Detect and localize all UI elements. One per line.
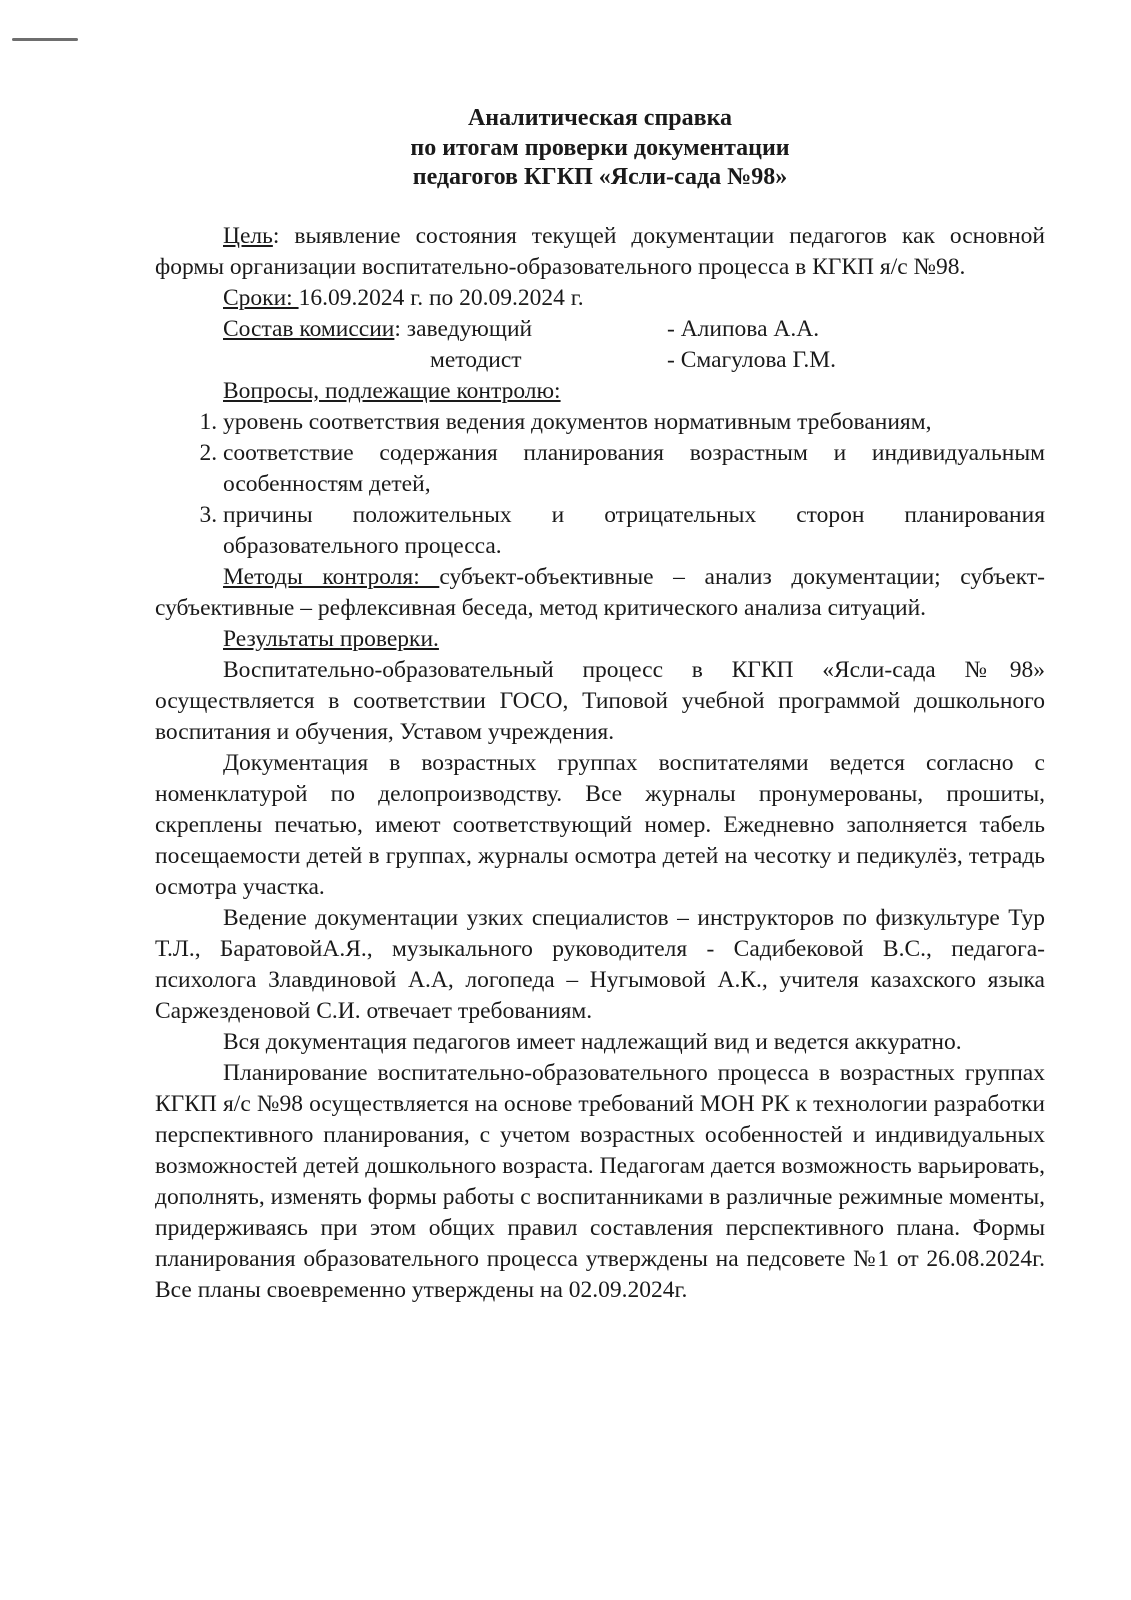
commission-role-1: : заведующий bbox=[394, 315, 533, 342]
commission-name-1: - Алипова А.А. bbox=[667, 315, 820, 342]
commission-role-2: методист bbox=[430, 346, 522, 373]
terms-label: Сроки: bbox=[223, 284, 299, 311]
goal-label: Цель bbox=[223, 222, 273, 249]
terms-text: 16.09.2024 г. по 20.09.2024 г. bbox=[298, 284, 584, 311]
questions-list bbox=[155, 407, 1045, 562]
commission-name-2: - Смагулова Г.М. bbox=[667, 346, 837, 373]
commission-block bbox=[155, 314, 1045, 376]
methods-text: субъект-объективные – анализ документации; субъект-субъективные – рефлексивная беседа, метод критического анализа ситуаций. bbox=[155, 563, 1045, 621]
commission-label: Состав комиссии bbox=[223, 315, 395, 342]
results-paragraph-3: Ведение документации узких специалистов – инструкторов по физкультуре Тур Т.Л., БаратовойА.Я., музыкального руководителя - Садибековой В.С., педагога-психолога Злавдиновой А.А, логопеда – Нугымовой А.К., учителя казахского языка Саржезденовой С.И. отвечает требованиям. bbox=[155, 904, 1045, 1024]
terms-line bbox=[155, 283, 1045, 314]
document-title bbox=[155, 104, 1045, 193]
questions-label: Вопросы, подлежащие контролю: bbox=[223, 377, 561, 404]
document-page bbox=[155, 104, 1045, 1306]
methods-paragraph bbox=[155, 562, 1045, 624]
list-item: 2. соответствие содержания планирования возрастным и индивидуальным особенностям детей, bbox=[223, 438, 1045, 500]
title-line-1: Аналитическая справка bbox=[467, 105, 733, 131]
results-heading bbox=[155, 624, 1045, 655]
questions-heading bbox=[155, 376, 1045, 407]
goal-text: : выявление состояния текущей документации педагогов как основной формы организации воспитательно-образовательного процесса в КГКП я/с №98. bbox=[155, 222, 1045, 280]
list-item: 1. уровень соответствия ведения документов нормативным требованиям, bbox=[223, 407, 1045, 438]
methods-label: Методы контроля: bbox=[223, 563, 440, 590]
commission-row-1 bbox=[223, 314, 532, 345]
title-line-3: педагогов КГКП «Ясли-сада №98» bbox=[412, 164, 788, 190]
results-paragraph-4: Вся документация педагогов имеет надлежащий вид и ведется аккуратно. bbox=[223, 1028, 962, 1055]
results-paragraph-2: Документация в возрастных группах воспитателями ведется согласно с номенклатурой по делопроизводству. Все журналы пронумерованы, прошиты, скреплены печатью, имеют соответствующий номер. Ежедневно заполняется табель посещаемости детей в группах, журналы осмотра детей на чесотку и педикулёз, тетрадь осмотра участка. bbox=[155, 749, 1045, 900]
goal-paragraph bbox=[155, 221, 1045, 283]
results-paragraph-5: Планирование воспитательно-образовательного процесса в возрастных группах КГКП я/с №98 осуществляется на основе требований МОН РК к технологии разработки перспективного планирования, с учетом возрастных особенностей и индивидуальных возможностей детей дошкольного возраста. Педагогам дается возможность варьировать, дополнять, изменять формы работы с воспитанниками в различные режимные моменты, придерживаясь при этом общих правил составления перспективного плана. Формы планирования образовательного процесса утверждены на педсовете №1 от 26.08.2024г. Все планы своевременно утверждены на 02.09.2024г. bbox=[155, 1059, 1045, 1303]
scan-artifact-line bbox=[12, 38, 78, 41]
list-item: 3. причины положительных и отрицательных сторон планирования образовательного процесса. bbox=[223, 500, 1045, 562]
results-paragraph-1: Воспитательно-образовательный процесс в КГКП «Ясли-сада №98» осуществляется в соответствии ГОСО, Типовой учебной программой дошкольного воспитания и обучения, Уставом учреждения. bbox=[155, 656, 1045, 745]
results-label: Результаты проверки. bbox=[223, 625, 439, 652]
title-line-2: по итогам проверки документации bbox=[410, 134, 790, 161]
